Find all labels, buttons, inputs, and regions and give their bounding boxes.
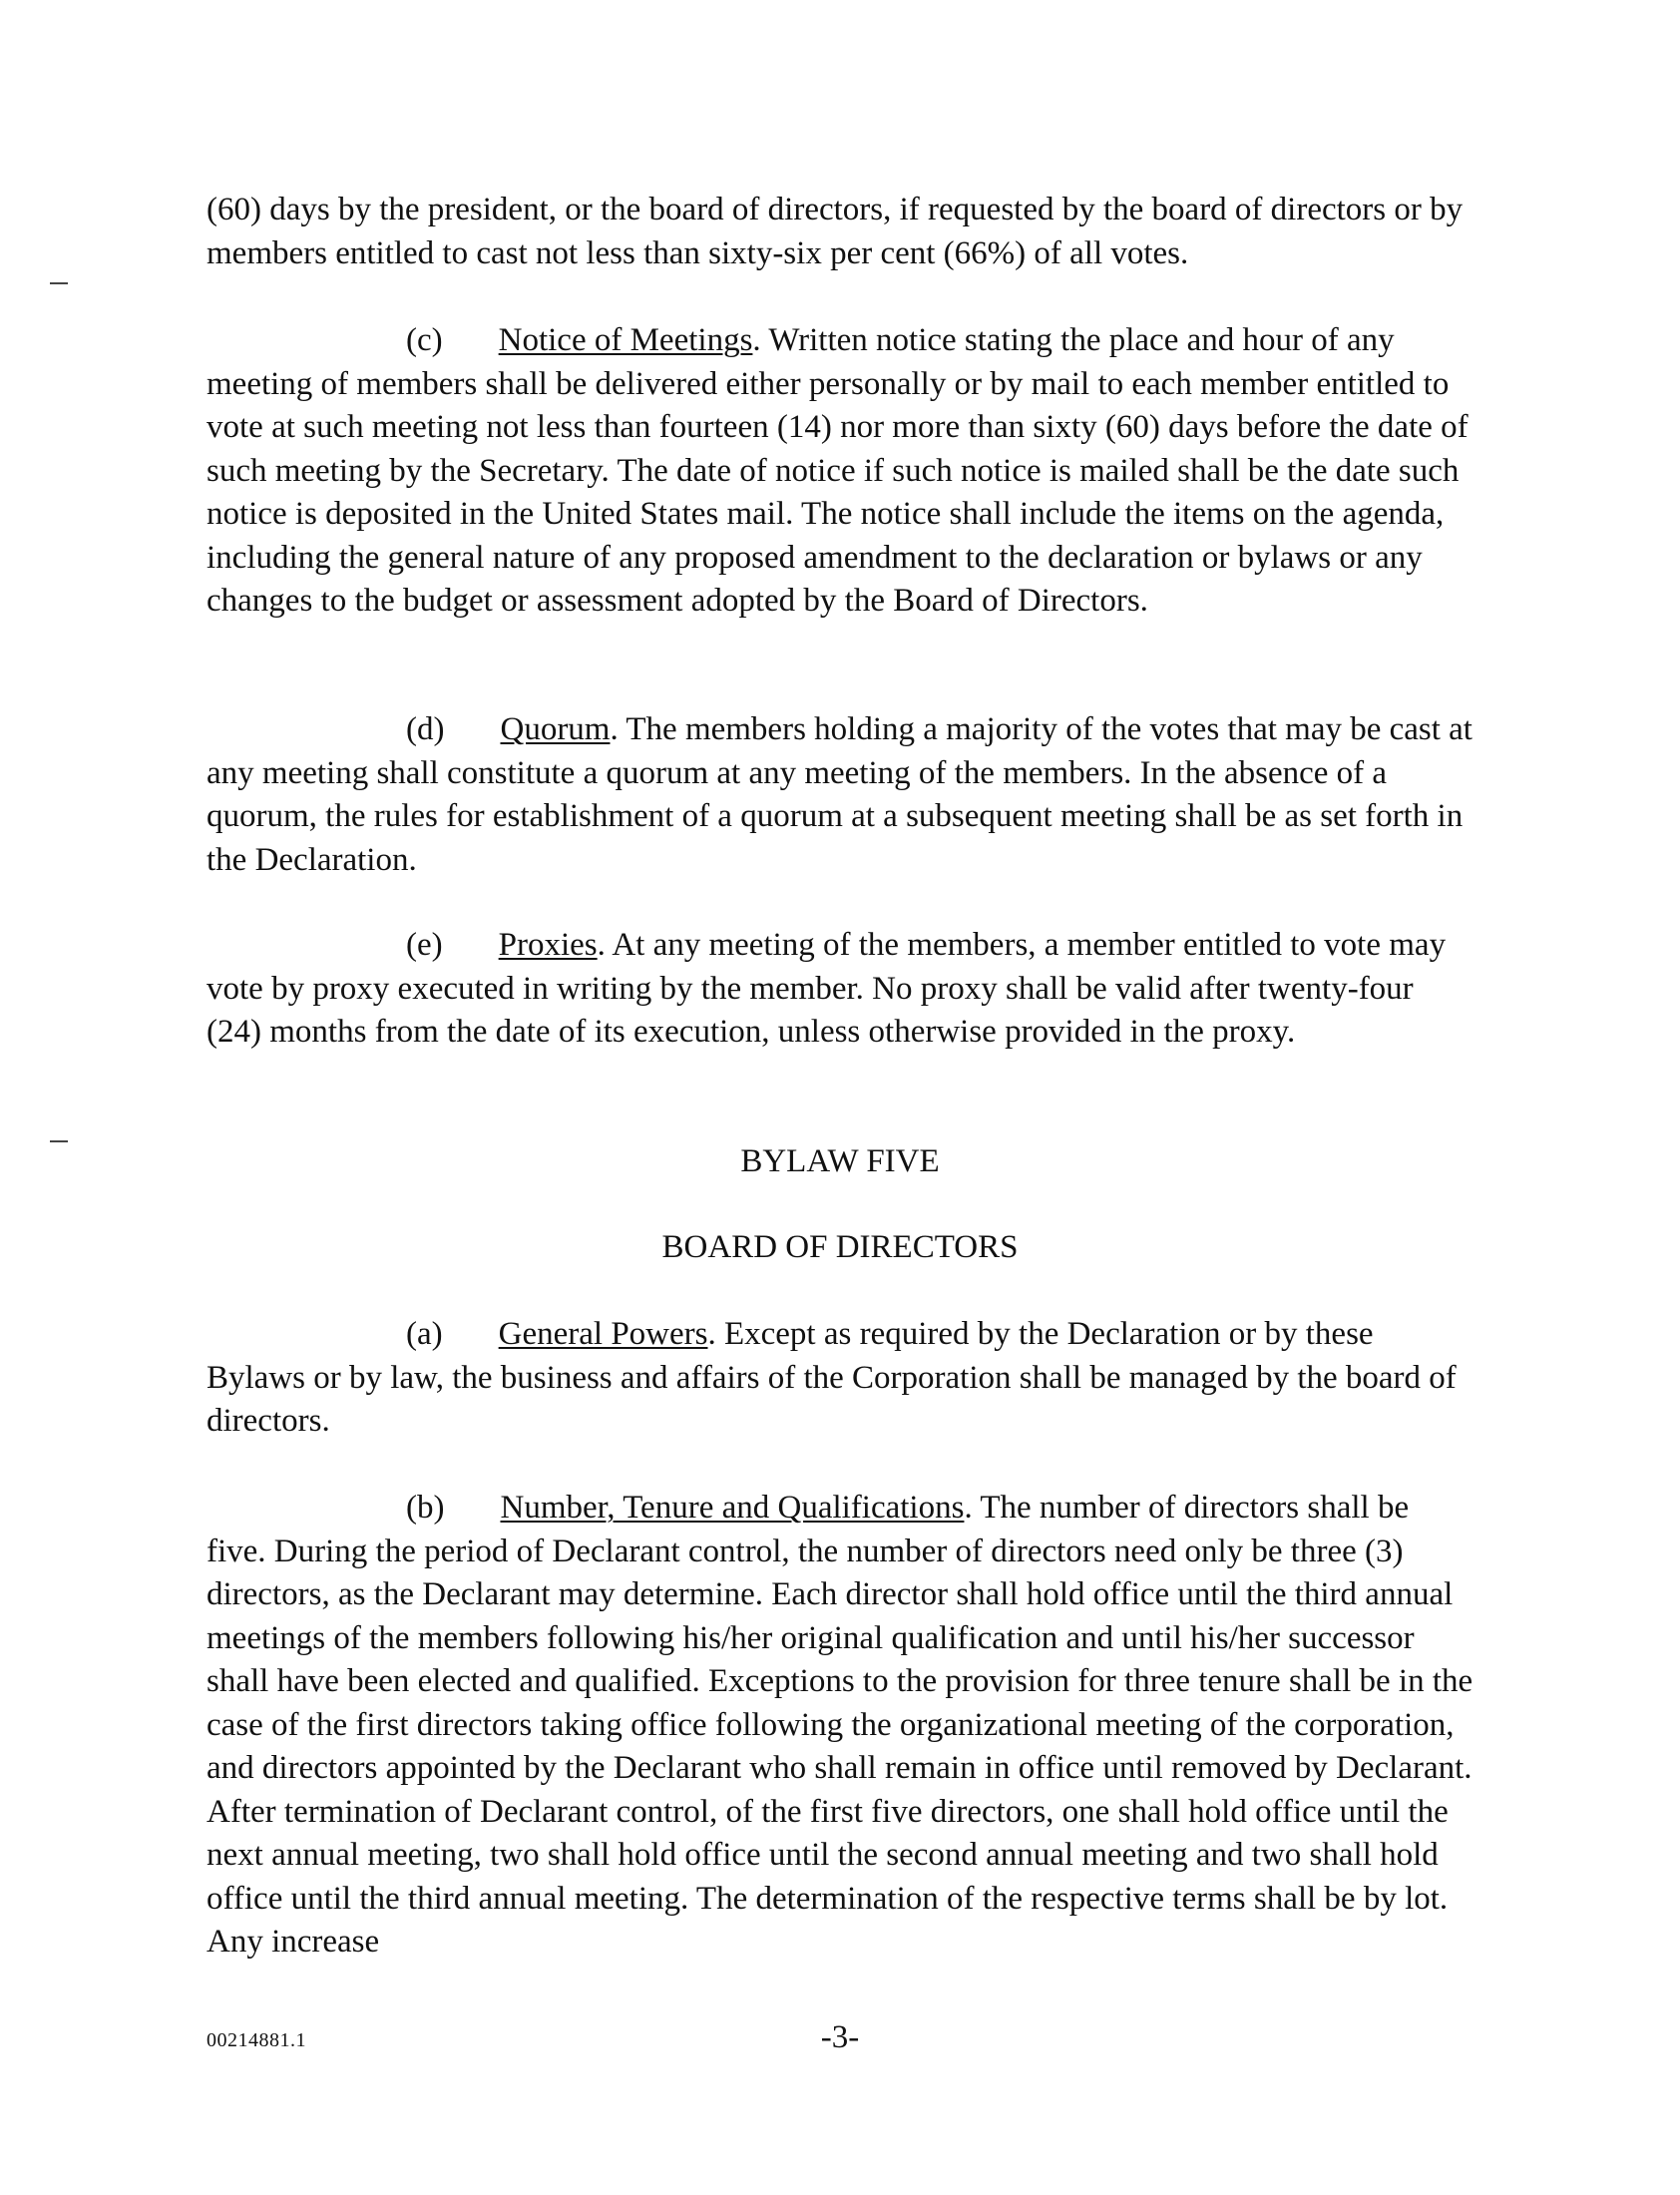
page-number: -3- — [820, 2019, 860, 2055]
section-body: . Except as required by the Declaration or by these Bylaws or by law, the business and affairs of the Corporation shall be managed by the board of directors. — [207, 1316, 1457, 1439]
bylaw-subheading: BOARD OF DIRECTORS — [661, 1229, 1019, 1265]
section-label: (e) — [406, 927, 443, 963]
bylaw-heading: BYLAW FIVE — [740, 1143, 940, 1179]
section-a-general-powers — [207, 1313, 1473, 1444]
section-e-proxies — [207, 924, 1473, 1055]
section-title: Proxies — [498, 927, 598, 963]
section-title: Notice of Meetings — [498, 322, 753, 358]
section-title: Number, Tenure and Qualifications — [500, 1490, 965, 1526]
document-id: 00214881.1 — [207, 2029, 306, 2051]
section-label: (b) — [406, 1490, 445, 1526]
section-body: . At any meeting of the members, a member entitled to vote may vote by proxy executed in writing by the member. No proxy shall be valid after twenty-four (24) months from the date of its execution, unless otherwise provided in the proxy. — [207, 927, 1447, 1050]
section-title: Quorum — [500, 711, 611, 747]
section-body: . The number of directors shall be five. During the period of Declarant control, the number of directors need only be three (3) directors, as the Declarant may determine. Each director shall hold office until the third annual meetings of the members following his/her original qualification and until his/her successor shall have been elected and qualified. Exceptions to the provision for three tenure shall be in the case of the first directors taking office following the organizational meeting of the corporation, and directors appointed by the Declarant who shall remain in office until removed by Declarant. After termination of Declarant control, of the first five directors, one shall hold office until the next annual meeting, two shall hold office until the second annual meeting and two shall hold office until the third annual meeting. The determination of the respective terms shall be by lot. Any increase — [207, 1490, 1473, 1960]
section-body: . The members holding a majority of the votes that may be cast at any meeting shall constitute a quorum at any meeting of the members. In the absence of a quorum, the rules for establishment of a quorum at a subsequent meeting shall be as set forth in the Declaration. — [207, 711, 1472, 878]
section-b-number-tenure — [207, 1487, 1473, 1965]
section-label: (a) — [406, 1316, 443, 1352]
section-label: (c) — [406, 322, 443, 358]
section-d-quorum — [207, 708, 1473, 882]
margin-mark — [50, 282, 68, 284]
section-body: . Written notice stating the place and hour of any meeting of members shall be delivered either personally or by mail to each member entitled to vote at such meeting not less than fourteen (14) nor more than sixty (60) days before the date of such meeting by the Secretary. The date of notice if such notice is mailed shall be the date such notice is deposited in the United States mail. The notice shall include the items on the agenda, including the general nature of any proposed amendment to the declaration or bylaws or any changes to the budget or assessment adopted by the Board of Directors. — [207, 322, 1469, 619]
paragraph-continuation: (60) days by the president, or the board of directors, if requested by the board of directors or by members entitled to cast not less than sixty-six per cent (66%) of all votes. — [207, 192, 1464, 271]
section-c-notice-of-meetings — [207, 319, 1473, 624]
section-title: General Powers — [498, 1316, 708, 1352]
section-label: (d) — [406, 711, 445, 747]
